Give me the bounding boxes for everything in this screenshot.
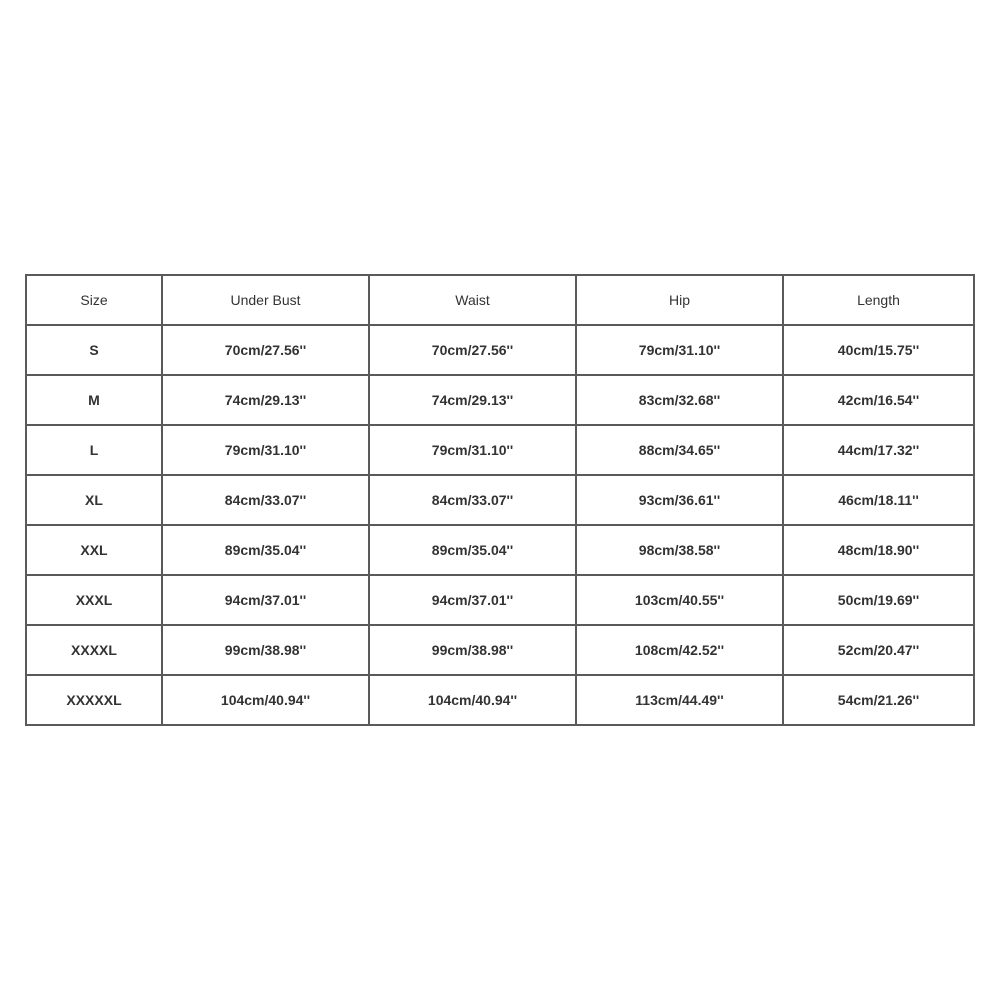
cell-hip: 108cm/42.52'' bbox=[576, 625, 783, 675]
cell-hip: 113cm/44.49'' bbox=[576, 675, 783, 725]
cell-length: 44cm/17.32'' bbox=[783, 425, 974, 475]
cell-under-bust: 84cm/33.07'' bbox=[162, 475, 369, 525]
cell-length: 46cm/18.11'' bbox=[783, 475, 974, 525]
cell-waist: 74cm/29.13'' bbox=[369, 375, 576, 425]
cell-hip: 98cm/38.58'' bbox=[576, 525, 783, 575]
header-waist: Waist bbox=[369, 275, 576, 325]
cell-hip: 79cm/31.10'' bbox=[576, 325, 783, 375]
cell-under-bust: 79cm/31.10'' bbox=[162, 425, 369, 475]
cell-under-bust: 104cm/40.94'' bbox=[162, 675, 369, 725]
cell-size: XXXXXL bbox=[26, 675, 162, 725]
cell-waist: 104cm/40.94'' bbox=[369, 675, 576, 725]
cell-length: 42cm/16.54'' bbox=[783, 375, 974, 425]
header-length: Length bbox=[783, 275, 974, 325]
cell-length: 48cm/18.90'' bbox=[783, 525, 974, 575]
cell-size: L bbox=[26, 425, 162, 475]
cell-under-bust: 94cm/37.01'' bbox=[162, 575, 369, 625]
cell-hip: 103cm/40.55'' bbox=[576, 575, 783, 625]
table-row bbox=[26, 375, 974, 425]
header-size: Size bbox=[26, 275, 162, 325]
cell-waist: 70cm/27.56'' bbox=[369, 325, 576, 375]
cell-under-bust: 89cm/35.04'' bbox=[162, 525, 369, 575]
table-row bbox=[26, 525, 974, 575]
cell-size: M bbox=[26, 375, 162, 425]
table-row bbox=[26, 575, 974, 625]
table-row bbox=[26, 425, 974, 475]
cell-hip: 83cm/32.68'' bbox=[576, 375, 783, 425]
size-chart-table bbox=[25, 274, 975, 726]
cell-under-bust: 70cm/27.56'' bbox=[162, 325, 369, 375]
cell-length: 50cm/19.69'' bbox=[783, 575, 974, 625]
cell-length: 40cm/15.75'' bbox=[783, 325, 974, 375]
cell-waist: 84cm/33.07'' bbox=[369, 475, 576, 525]
header-hip: Hip bbox=[576, 275, 783, 325]
table-row bbox=[26, 675, 974, 725]
header-row bbox=[26, 275, 974, 325]
cell-waist: 99cm/38.98'' bbox=[369, 625, 576, 675]
cell-hip: 93cm/36.61'' bbox=[576, 475, 783, 525]
header-under-bust: Under Bust bbox=[162, 275, 369, 325]
table-row bbox=[26, 475, 974, 525]
cell-size: XXXL bbox=[26, 575, 162, 625]
table-row bbox=[26, 325, 974, 375]
cell-waist: 94cm/37.01'' bbox=[369, 575, 576, 625]
cell-under-bust: 74cm/29.13'' bbox=[162, 375, 369, 425]
cell-waist: 89cm/35.04'' bbox=[369, 525, 576, 575]
table-row bbox=[26, 625, 974, 675]
cell-waist: 79cm/31.10'' bbox=[369, 425, 576, 475]
cell-size: XL bbox=[26, 475, 162, 525]
cell-hip: 88cm/34.65'' bbox=[576, 425, 783, 475]
cell-size: XXL bbox=[26, 525, 162, 575]
cell-length: 54cm/21.26'' bbox=[783, 675, 974, 725]
cell-size: S bbox=[26, 325, 162, 375]
cell-length: 52cm/20.47'' bbox=[783, 625, 974, 675]
cell-under-bust: 99cm/38.98'' bbox=[162, 625, 369, 675]
cell-size: XXXXL bbox=[26, 625, 162, 675]
